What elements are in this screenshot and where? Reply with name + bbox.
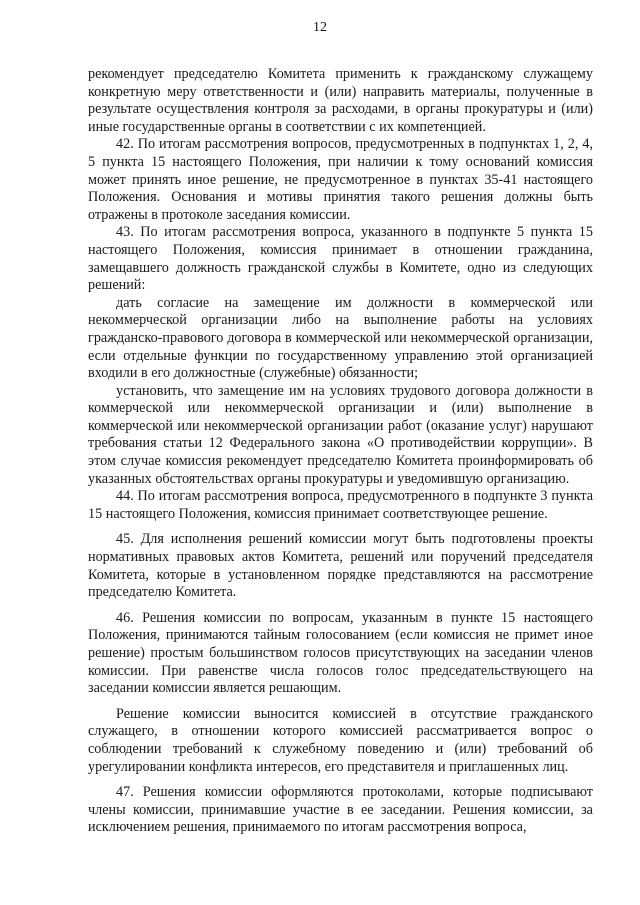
paragraph-42: 42. По итогам рассмотрения вопросов, предусмотренных в подпунктах 1, 2, 4, 5 пункта 15 настоящего Положения, при наличии к тому оснований комиссия может принять иное решение, не предусмотренное в пунктах 35-41 настоящего Положения. Основания и мотивы принятия такого решения должны быть отражены в протоколе заседания комиссии. bbox=[88, 136, 593, 223]
page-number: 12 bbox=[313, 20, 327, 35]
paragraph-continuation: рекомендует председателю Комитета применить к гражданскому служащему конкретную меру ответственности и (или) направить материалы, полученные в результате осуществления контроля за расходами, в органы прокуратуры и (или) иные государственные органы в соответствии с их компетенцией. bbox=[88, 66, 593, 135]
paragraph-47: 47. Решения комиссии оформляются протоколами, которые подписывают члены комиссии, принимавшие участие в ее заседании. Решения комиссии, за исключением решения, принимаемого по итогам рассмотрения вопроса, bbox=[88, 784, 593, 836]
paragraph-45: 45. Для исполнения решений комиссии могут быть подготовлены проекты нормативных правовых актов Комитета, решений или поручений председателя Комитета, которые в установленном порядке представляются на рассмотрение председателю Комитета. bbox=[88, 531, 593, 601]
paragraph-43: 43. По итогам рассмотрения вопроса, указанного в подпункте 5 пункта 15 настоящего Положения, комиссия принимает в отношении гражданина, замещавшего должность гражданской службы в Комитете, одно из следующих решений: bbox=[88, 224, 593, 294]
document-body bbox=[88, 66, 593, 837]
paragraph-44: 44. По итогам рассмотрения вопроса, предусмотренного в подпункте 3 пункта 15 настоящего Положения, комиссия принимает соответствующее решение. bbox=[88, 488, 593, 522]
paragraph-46-absence-rule: Решение комиссии выносится комиссией в отсутствие гражданского служащего, в отношении которого комиссией рассматривается вопрос о соблюдении требований к служебному поведению и (или) требований об урегулировании конфликта интересов, его представителя и приглашенных лиц. bbox=[88, 705, 593, 775]
paragraph-43-option-consent: дать согласие на замещение им должности в коммерческой или некоммерческой организации либо на выполнение работы на условиях гражданско-правового договора в коммерческой или некоммерческой организации, если отдельные функции по государственному управлению этой организацией входили в его должностные (служебные) обязанности; bbox=[88, 294, 593, 382]
paragraph-46: 46. Решения комиссии по вопросам, указанным в пункте 15 настоящего Положения, принимаются тайным голосованием (если комиссия не примет иное решение) простым большинством голосов присутствующих на заседании членов комиссии. При равенстве числа голосов голос председательствующего на заседании комиссии является решающим. bbox=[88, 609, 593, 697]
paragraph-43-option-violation: установить, что замещение им на условиях трудового договора должности в коммерческой или некоммерческой организации и (или) выполнение в коммерческой или некоммерческой организации работ (оказание услуг) нарушают требования статьи 12 Федерального закона «О противодействии коррупции». В этом случае комиссия рекомендует председателю Комитета проинформировать об указанных обстоятельствах органы прокуратуры и уведомившую организацию. bbox=[88, 382, 593, 487]
